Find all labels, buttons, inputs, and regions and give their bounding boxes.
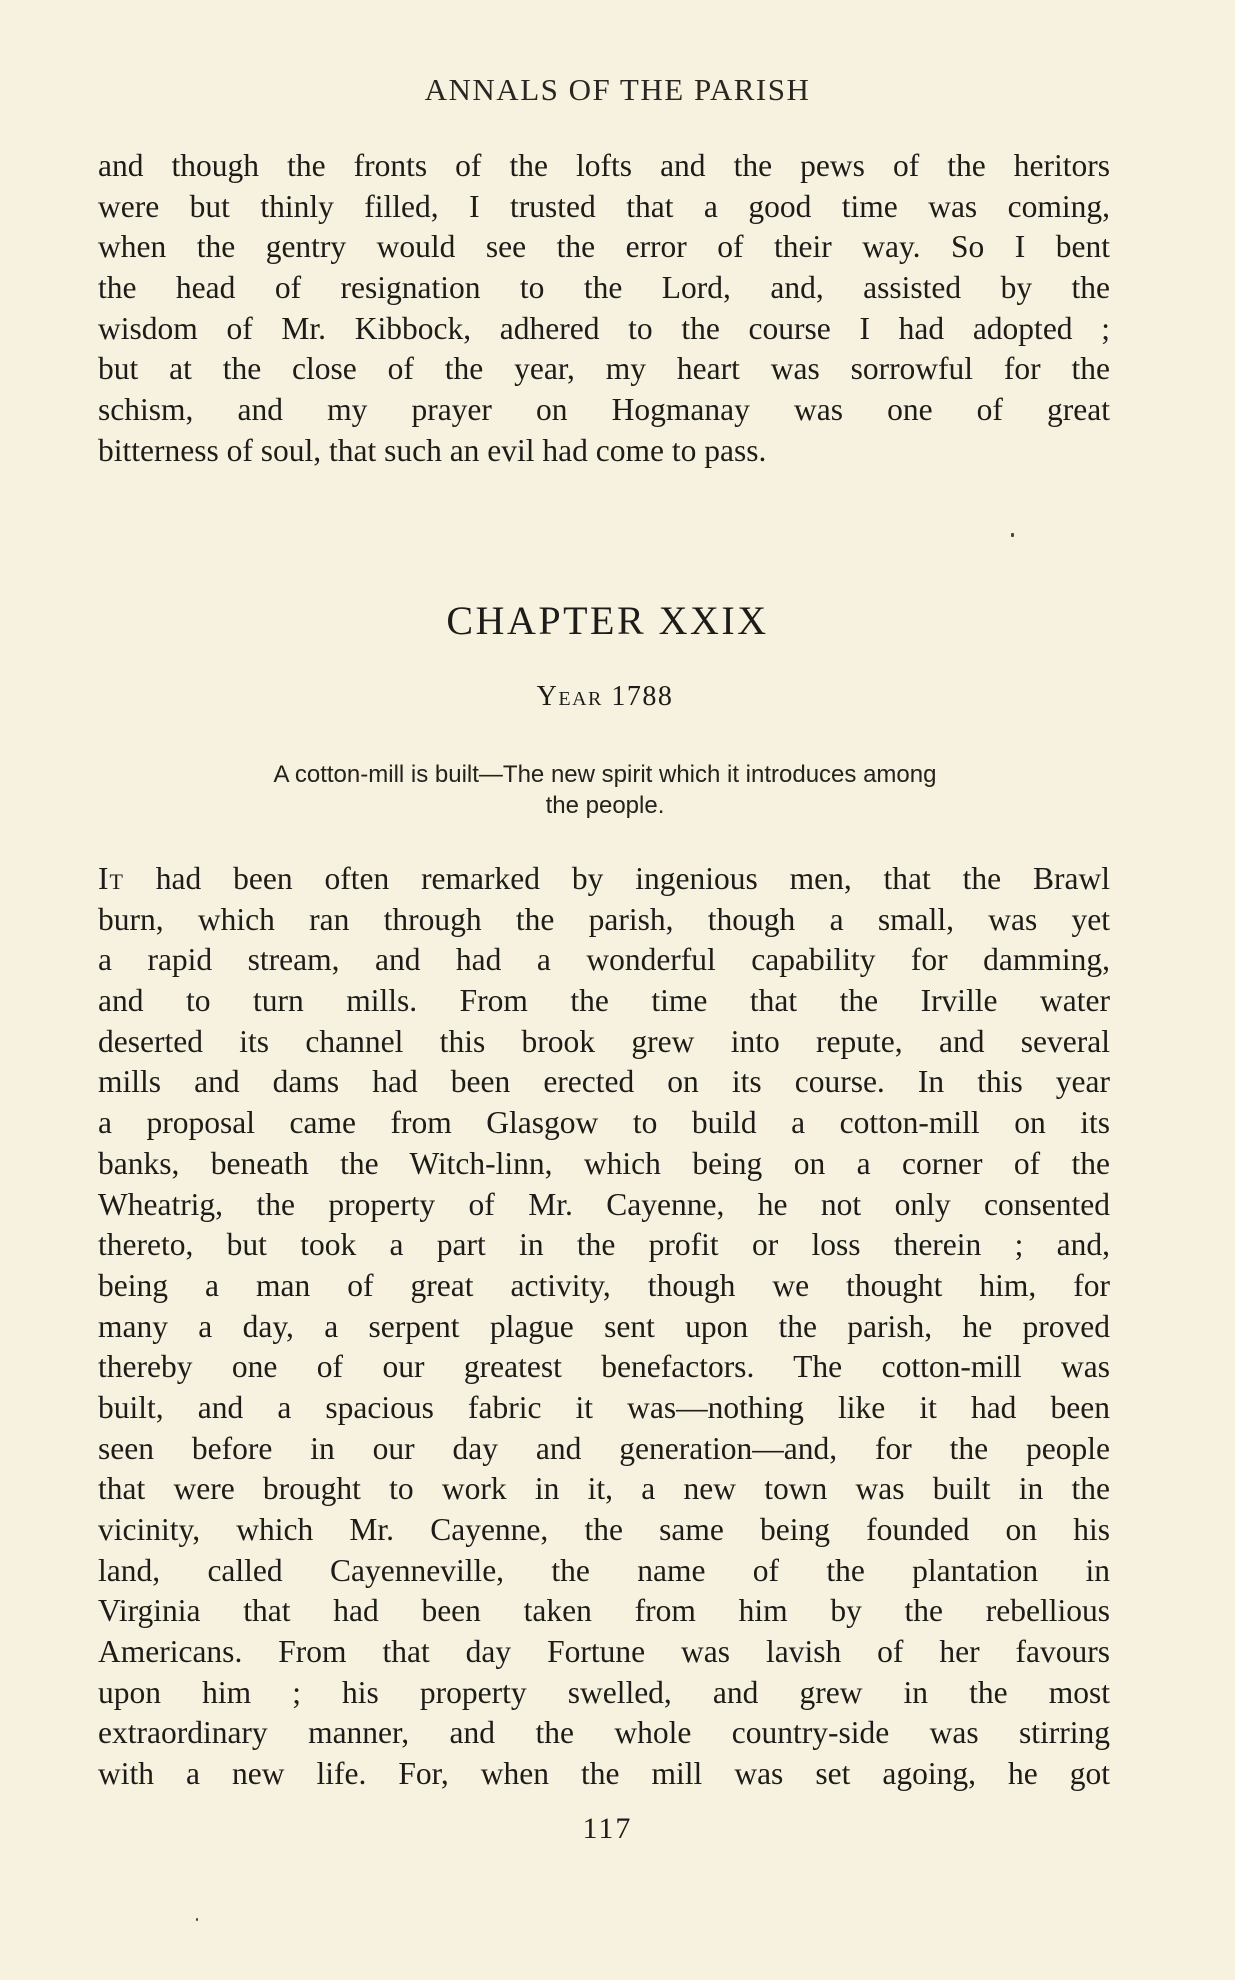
text-line: upon him ; his property swelled, and grew in the most (98, 1674, 1110, 1710)
running-head: ANNALS OF THE PARISH (424, 72, 811, 107)
synopsis-line: A cotton-mill is built—The new spirit which it introduces among (273, 761, 937, 788)
text-line: burn, which ran through the parish, though a small, was yet (98, 901, 1110, 937)
chapter-synopsis (150, 759, 1060, 821)
year-number: 1788 (611, 681, 674, 712)
text-line: and though the fronts of the lofts and the pews of the heritors (98, 148, 1110, 183)
chapter-body-paragraph (98, 859, 1110, 1795)
text-line: the head of resignation to the Lord, and, assisted by the (98, 270, 1110, 306)
text-line: being a man of great activity, though we thought him, for (98, 1267, 1110, 1303)
print-speck (1011, 533, 1014, 537)
first-line-rest: had been often remarked by ingenious men, that the Brawl (123, 861, 1110, 896)
text-line: mills and dams had been erected on its course. In this year (98, 1064, 1110, 1100)
text-line: Wheatrig, the property of Mr. Cayenne, he not only consented (98, 1186, 1110, 1222)
text-line: wisdom of Mr. Kibbock, adhered to the course I had adopted ; (98, 310, 1110, 346)
text-line: seen before in our day and generation—and, for the people (98, 1430, 1110, 1466)
text-line: Virginia that had been taken from him by the rebellious (98, 1593, 1110, 1629)
text-line: land, called Cayenneville, the name of the plantation in (98, 1552, 1110, 1588)
text-line: a proposal came from Glasgow to build a cotton-mill on its (98, 1105, 1110, 1141)
text-line: schism, and my prayer on Hogmanay was one of great (98, 392, 1110, 428)
synopsis-line: the people. (545, 792, 665, 819)
text-line: bitterness of soul, that such an evil had come to pass. (98, 432, 767, 468)
text-line: many a day, a serpent plague sent upon the parish, he proved (98, 1308, 1110, 1344)
text-line: a rapid stream, and had a wonderful capability for damming, (98, 942, 1110, 978)
text-line: extraordinary manner, and the whole country-side was stirring (98, 1715, 1110, 1751)
text-line: and to turn mills. From the time that the Irville water (98, 983, 1110, 1019)
text-line: thereto, but took a part in the profit or loss therein ; and, (98, 1227, 1110, 1263)
text-line: thereby one of our greatest benefactors. The cotton-mill was (98, 1349, 1110, 1385)
year-label: Year (536, 681, 603, 712)
chapter-title: CHAPTER XXIX (446, 598, 769, 643)
text-line: but at the close of the year, my heart was sorrowful for the (98, 351, 1110, 387)
page-number: 117 (582, 1812, 633, 1845)
text-line: when the gentry would see the error of their way. So I bent (98, 229, 1110, 265)
opening-word: It (98, 861, 124, 896)
closing-paragraph-previous-chapter (98, 146, 1110, 472)
text-line: vicinity, which Mr. Cayenne, the same being founded on his (98, 1512, 1110, 1547)
text-line: built, and a spacious fabric it was—nothing like it had been (98, 1389, 1110, 1425)
text-line: with a new life. For, when the mill was set agoing, he got (98, 1756, 1110, 1792)
print-speck (196, 1918, 198, 1921)
text-line (98, 859, 1110, 900)
chapter-year (0, 681, 1210, 713)
text-line: that were brought to work in it, a new town was built in the (98, 1471, 1110, 1507)
text-line: Americans. From that day Fortune was lavish of her favours (98, 1634, 1110, 1670)
text-line: were but thinly filled, I trusted that a good time was coming, (98, 188, 1110, 224)
text-line: banks, beneath the Witch-linn, which being on a corner of the (98, 1145, 1110, 1181)
text-line: deserted its channel this brook grew into repute, and several (98, 1023, 1110, 1059)
